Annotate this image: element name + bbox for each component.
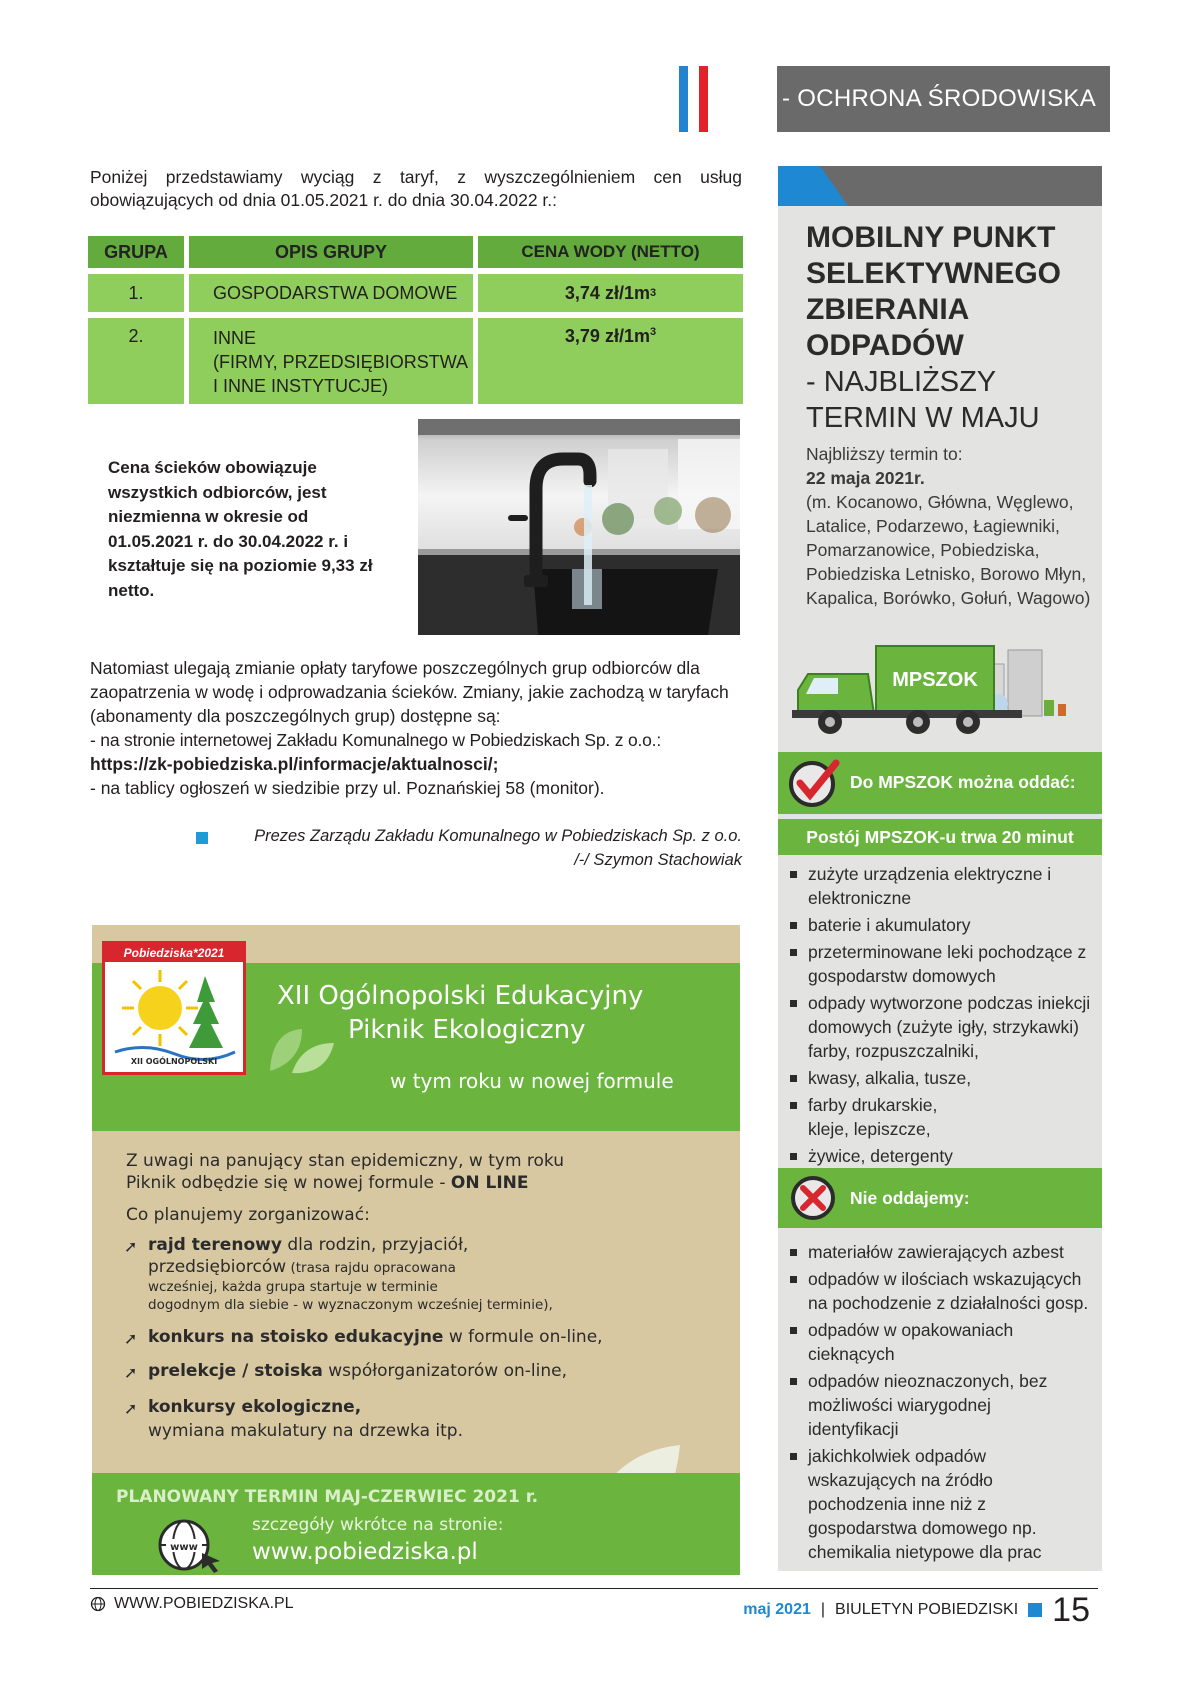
- places-list: (m. Kocanowo, Główna, Węglewo, Latalice, Podarzewo, Łagiewniki, Pomarzanowice, Pobiedziska, Pobiedziska Letnisko, Borowo Młyn, Kapalica, Borówko, Gołuń, Wagowo): [806, 492, 1091, 608]
- poster-item-1-line2: przedsiębiorców (trasa rajdu opracowana: [148, 1257, 456, 1277]
- next-date: 22 maja 2021r.: [806, 468, 925, 488]
- cross-icon: [788, 1173, 838, 1223]
- list-item: zużyte urządzenia elektryczne i elektroniczne: [786, 862, 1096, 910]
- list-item: materiałów zawierających azbest: [786, 1240, 1096, 1264]
- reject-title: Nie oddajemy:: [850, 1188, 970, 1208]
- table-row-1-price: 3,74 zł/1m 3: [478, 274, 743, 312]
- tariff-changes-intro: Natomiast ulegają zmianie opłaty taryfowe poszczególnych grup odbiorców dla zaopatrzenia w wodę i odprowadzania ścieków. Zmiany, jakie zachodzą w taryfach (abonamenty dla poszczególnych grup) dostępne są:: [90, 658, 729, 726]
- sun-tree-icon: [105, 962, 243, 1072]
- footer-separator: |: [820, 1601, 826, 1618]
- header-flag-red: [699, 66, 708, 132]
- accept-title: Do MPSZOK można oddać:: [850, 772, 1076, 792]
- intro-text: Poniżej przedstawiamy wyciąg z taryf, z wyszczególnieniem cen usług obowiązujących od dnia 01.05.2021 r. do dnia 30.04.2022 r.:: [90, 167, 742, 210]
- list-item: przeterminowane leki pochodzące z gospodarstw domowych: [786, 940, 1096, 988]
- poster-title-line1: XII Ogólnopolski Edukacyjny: [277, 981, 644, 1011]
- arrow-icon: ➚: [124, 1363, 138, 1382]
- reject-header: [778, 1168, 1102, 1228]
- svg-text:MPSZOK: MPSZOK: [892, 669, 978, 691]
- accept-list: [786, 862, 1096, 1171]
- table-header-price: CENA WODY (NETTO): [478, 236, 743, 268]
- tariff-changes-text: [90, 656, 742, 800]
- tariff-web-info: - na stronie internetowej Zakładu Komunalnego w Pobiedziskach Sp. z o.o.:: [90, 730, 662, 750]
- sewage-price-note: Cena ścieków obowiązuje wszystkich odbiorców, jest niezmienna w okresie od 01.05.2021 r. do 30.04.2022 r. i kształtuje się na poziomie 9,33 zł netto.: [108, 458, 373, 600]
- list-item: kwasy, alkalia, tusze,: [786, 1066, 1096, 1090]
- list-item: odpadów w opakowaniach cieknących: [786, 1318, 1036, 1366]
- poster-item-4-line2: wymiana makulatury na drzewka itp.: [148, 1421, 463, 1441]
- table-header-group: GRUPA: [88, 236, 184, 268]
- accept-header: [778, 752, 1102, 814]
- tariff-link[interactable]: https://zk-pobiedziska.pl/informacje/aktualnosci/;: [90, 754, 499, 774]
- table-row-1-description: GOSPODARSTWA DOMOWE: [189, 274, 473, 312]
- poster-details: szczegóły wkrótce na stronie:: [252, 1515, 504, 1535]
- poster-plan-heading: Co planujemy zorganizować:: [126, 1205, 370, 1225]
- globe-icon: [156, 1517, 224, 1573]
- footer-publication: BIULETYN POBIEDZISKI: [835, 1601, 1019, 1618]
- arrow-icon: ➚: [124, 1237, 138, 1256]
- signature-title: Prezes Zarządu Zakładu Komunalnego w Pobiedziskach Sp. z o.o.: [254, 827, 742, 845]
- poster-item-1: rajd terenowy dla rodzin, przyjaciół,: [148, 1235, 469, 1255]
- kitchen-sink-photo: [418, 419, 740, 635]
- footer-rule: [90, 1588, 1098, 1589]
- poster-term: PLANOWANY TERMIN MAJ-CZERWIEC 2021 r.: [116, 1487, 539, 1507]
- list-item: jakichkolwiek odpadów wskazujących na źródło pochodzenia inne niż z gospodarstwa domowego np. chemikalia nietypowe dla prac: [786, 1444, 1086, 1564]
- list-item: baterie i akumulatory: [786, 913, 1096, 937]
- list-item: odpadów nieoznaczonych, bez możliwości wiarygodnej identyfikacji: [786, 1369, 1056, 1441]
- poster-intro-line1: Z uwagi na panujący stan epidemiczny, w tym roku: [126, 1151, 565, 1171]
- picnic-logo-label: Pobiedziska*2021: [105, 944, 243, 962]
- tariff-board-info: - na tablicy ogłoszeń w siedzibie przy ul. Poznańskiej 58 (monitor).: [90, 778, 605, 798]
- table-header-description: OPIS GRUPY: [189, 236, 473, 268]
- footer-info: [743, 1593, 1090, 1627]
- next-date-label: Najbliższy termin to:: [806, 444, 963, 464]
- table-row-2-price: 3,79 $zł/1m^3$: [478, 318, 743, 404]
- poster-item-1-line3: wcześniej, każda grupa startuje w terminie: [148, 1279, 438, 1295]
- sink-illustration: [418, 419, 740, 635]
- poster-item-1-line4: dogodnym dla siebie - w wyznaczonym wcześniej terminie),: [148, 1297, 553, 1313]
- footer-month: maj 2021: [743, 1601, 811, 1618]
- list-item: żywice, detergenty: [786, 1144, 1096, 1168]
- header-flag-blue: [679, 66, 688, 132]
- table-row-1-group: 1.: [88, 274, 184, 312]
- poster-subtitle: w tym roku w nowej formule: [390, 1069, 674, 1093]
- poster-website[interactable]: www.pobiedziska.pl: [252, 1539, 478, 1565]
- reject-list: [786, 1240, 1096, 1567]
- truck-illustration: [778, 644, 1102, 744]
- page-number: 15: [1052, 1591, 1090, 1629]
- stop-duration: Postój MPSZOK-u trwa 20 minut: [806, 826, 1074, 847]
- list-item: odpady wytworzone podczas iniekcji domowych (zużyte igły, strzykawki) farby, rozpuszczalniki,: [786, 991, 1096, 1063]
- svg-text:www: www: [170, 1542, 198, 1553]
- svg-text:XII OGÓLNOPOLSKI: XII OGÓLNOPOLSKI: [130, 1057, 218, 1066]
- table-row-2-group: 2.: [88, 318, 184, 404]
- eco-picnic-poster: [92, 925, 740, 1575]
- footer-website-link[interactable]: WWW.POBIEDZISKA.PL: [114, 1595, 294, 1612]
- mpszok-title: MOBILNY PUNKT SELEKTYWNEGO ZBIERANIA ODPADÓW: [806, 221, 1062, 362]
- mpszok-schedule: [806, 442, 1096, 610]
- picnic-logo: [102, 941, 246, 1075]
- mpszok-sidebar: [778, 166, 1102, 1571]
- duration-bar: [778, 819, 1102, 855]
- checkmark-icon: [786, 755, 842, 811]
- leaf-icon: [262, 1021, 342, 1081]
- section-title: - OCHRONA ŚRODOWISKA: [781, 85, 1096, 112]
- signature-name: /-/ Szymon Stachowiak: [574, 851, 742, 869]
- header-flag-white: [689, 66, 698, 132]
- arrow-icon: ➚: [124, 1329, 138, 1348]
- list-item: odpadów w ilościach wskazujących na pochodzenie z działalności gosp.: [786, 1267, 1096, 1315]
- poster-item-3: prelekcje / stoiska współorganizatorów on-line,: [148, 1361, 567, 1381]
- footer-page-marker: [1028, 1603, 1042, 1617]
- poster-item-2: konkurs na stoisko edukacyjne w formule on-line,: [148, 1327, 603, 1347]
- table-row-2-description: INNE (FIRMY, PRZEDSIĘBIORSTWA I INNE INSTYTUCJE): [189, 318, 473, 404]
- poster-intro-line2: Piknik odbędzie się w nowej formule - ON LINE: [126, 1173, 529, 1193]
- poster-item-4: konkursy ekologiczne,: [148, 1397, 362, 1417]
- list-item: farby drukarskie, kleje, lepiszcze,: [786, 1093, 956, 1141]
- footer-website: [90, 1595, 294, 1613]
- poster-title-line2: Piknik Ekologiczny: [348, 1015, 586, 1045]
- section-header: [777, 66, 1110, 132]
- globe-icon: [90, 1596, 106, 1612]
- mpszok-subtitle: - NAJBLIŻSZY TERMIN W MAJU: [806, 366, 1040, 434]
- arrow-icon: ➚: [124, 1399, 138, 1418]
- signature-block: [190, 824, 742, 872]
